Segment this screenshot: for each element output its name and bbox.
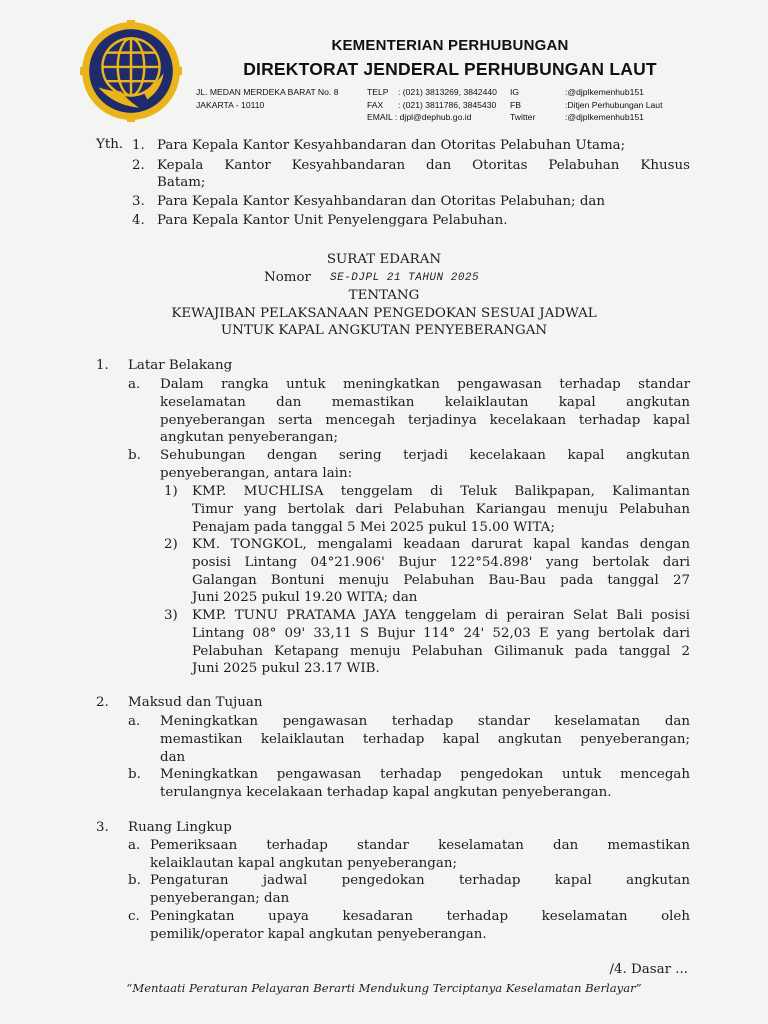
subitem-number: 3) bbox=[164, 608, 178, 623]
nomor-value: SE-DJPL 21 TAHUN 2025 bbox=[330, 272, 480, 284]
subitem-number: 2) bbox=[164, 537, 178, 552]
recipient-number: 3. bbox=[132, 194, 145, 209]
email-line: EMAIL : djpl@dephub.go.id bbox=[367, 112, 472, 122]
item-paragraph bbox=[160, 713, 690, 766]
paragraph-line: KM. TONGKOL, mengalami keadaan darurat kapal kandas dengan bbox=[192, 537, 690, 552]
paragraph-line: penyeberangan serta mencegah terjadinya kecelakaan terhadap kapal bbox=[160, 412, 690, 428]
address-street: JL. MEDAN MERDEKA BARAT No. 8 bbox=[196, 87, 339, 97]
paragraph-line: Lintang 08° 09' 33,11 S Bujur 114° 24' 52,03 E yang bertolak dari bbox=[192, 625, 690, 641]
subitem-paragraph bbox=[192, 607, 690, 678]
subitem-number: 1) bbox=[164, 484, 178, 499]
fb-value: :Ditjen Perhubungan Laut bbox=[565, 99, 663, 110]
recipient-prefix: Yth. bbox=[96, 137, 124, 152]
paragraph-line: Juni 2025 pukul 23.17 WIB. bbox=[192, 661, 380, 677]
section-number: 1. bbox=[96, 358, 109, 373]
twitter-label: Twitter bbox=[510, 112, 536, 123]
paragraph-line: penyeberangan; dan bbox=[150, 890, 290, 906]
phone-fax-values bbox=[398, 86, 497, 111]
paragraph-line: dan bbox=[160, 749, 186, 765]
item-letter: a. bbox=[128, 714, 141, 729]
section-heading: Maksud dan Tujuan bbox=[128, 695, 263, 710]
paragraph-line: Juni 2025 pukul 19.20 WITA; dan bbox=[192, 590, 418, 606]
twitter-value: :@djplkemenhub151 bbox=[565, 112, 644, 123]
paragraph-line: Pelabuhan Ketapang menuju Pelabuhan Gilimanuk pada tanggal 2 bbox=[192, 643, 690, 659]
item-letter: b. bbox=[128, 767, 141, 782]
item-paragraph bbox=[160, 766, 690, 802]
paragraph-line: Peningkatan upaya kesadaran terhadap keselamatan oleh bbox=[150, 909, 690, 924]
next-page-marker: /4. Dasar ... bbox=[609, 962, 688, 977]
ig-value: :@djplkemenhub151 bbox=[565, 87, 644, 97]
paragraph-line: penyeberangan, antara lain: bbox=[160, 465, 353, 481]
nomor-label: Nomor bbox=[264, 270, 311, 285]
paragraph-line: Galangan Bontuni menuju Pelabuhan Bau-Bau pada tanggal 27 bbox=[192, 572, 690, 588]
paragraph-line: pemilik/operator kapal angkutan penyeberangan. bbox=[150, 926, 487, 942]
paragraph-line: KMP. MUCHLISA tenggelam di Teluk Balikpapan, Kalimantan bbox=[192, 484, 690, 499]
address-city: JAKARTA - 10110 bbox=[196, 99, 265, 110]
footer-motto: “Mentaati Peraturan Pelayaran Berarti Mendukung Terciptanya Keselamatan Berlayar” bbox=[126, 981, 642, 995]
paragraph-line: keselamatan dan memastikan kelaiklautan kapal angkutan bbox=[160, 394, 690, 410]
section-number: 2. bbox=[96, 695, 109, 710]
recipient-number: 1. bbox=[132, 138, 145, 153]
ministry-name: KEMENTERIAN PERHUBUNGAN bbox=[331, 37, 569, 54]
social-values bbox=[565, 86, 662, 124]
subitem-paragraph bbox=[192, 536, 690, 607]
recipient-text: Para Kepala Kantor Unit Penyelenggara Pelabuhan. bbox=[157, 213, 508, 228]
item-letter: b. bbox=[128, 448, 141, 463]
social-labels bbox=[510, 86, 535, 124]
fax-value: : (021) 3811786, 3845430 bbox=[398, 99, 497, 110]
paragraph-line: KMP. TUNU PRATAMA JAYA tenggelam di perairan Selat Bali posisi bbox=[192, 608, 690, 623]
paragraph-line: Pemeriksaan terhadap standar keselamatan dan memastikan bbox=[150, 838, 690, 853]
paragraph-line: Timur yang bertolak dari Pelabuhan Kariangau menuju Pelabuhan bbox=[192, 501, 690, 517]
paragraph-line: kelaiklautan kapal angkutan penyeberangan; bbox=[150, 855, 457, 871]
item-paragraph bbox=[150, 872, 690, 908]
phone-fax-labels bbox=[367, 86, 389, 111]
paragraph-line: posisi Lintang 04°21.906' Bujur 122°54.898' yang bertolak dari bbox=[192, 554, 690, 570]
paragraph-line: Penajam pada tanggal 5 Mei 2025 pukul 15.00 WITA; bbox=[192, 519, 555, 535]
paragraph-line: angkutan penyeberangan; bbox=[160, 430, 338, 446]
item-paragraph bbox=[160, 447, 690, 483]
item-paragraph bbox=[160, 376, 690, 447]
telp-label: TELP bbox=[367, 87, 389, 97]
recipient-text: Para Kepala Kantor Kesyahbandaran dan Otoritas Pelabuhan; dan bbox=[157, 194, 606, 209]
directorate-name: DIREKTORAT JENDERAL PERHUBUNGAN LAUT bbox=[243, 59, 657, 79]
ig-label: IG bbox=[510, 87, 520, 97]
recipient-text: Para Kepala Kantor Kesyahbandaran dan Otoritas Pelabuhan Utama; bbox=[157, 138, 626, 153]
recipient-text: Kepala Kantor Kesyahbandaran dan Otoritas Pelabuhan Khusus bbox=[157, 158, 690, 173]
paragraph-line: memastikan kelaiklautan terhadap kapal angkutan penyeberangan; bbox=[160, 731, 690, 747]
item-letter: b. bbox=[128, 873, 141, 888]
fax-label: FAX bbox=[367, 99, 384, 110]
section-heading: Ruang Lingkup bbox=[128, 820, 232, 835]
recipient-text: Batam; bbox=[157, 175, 206, 190]
subitem-paragraph bbox=[192, 483, 690, 536]
telp-value: : (021) 3813269, 3842440 bbox=[398, 87, 497, 97]
paragraph-line: Meningkatkan pengawasan terhadap standar keselamatan dan bbox=[160, 714, 690, 729]
recipient-number: 4. bbox=[132, 213, 145, 228]
subject-line-1: KEWAJIBAN PELAKSANAAN PENGEDOKAN SESUAI JADWAL bbox=[171, 306, 597, 321]
ministry-emblem-icon bbox=[80, 20, 182, 122]
document-type: SURAT EDARAN bbox=[326, 252, 442, 267]
subject-line-2: UNTUK KAPAL ANGKUTAN PENYEBERANGAN bbox=[220, 323, 548, 338]
recipient-number: 2. bbox=[132, 158, 145, 173]
paragraph-line: Pengaturan jadwal pengedokan terhadap kapal angkutan bbox=[150, 873, 690, 888]
item-paragraph bbox=[150, 837, 690, 873]
item-paragraph bbox=[150, 908, 690, 944]
paragraph-line: Meningkatkan pengawasan terhadap pengedokan untuk mencegah bbox=[160, 767, 690, 782]
paragraph-line: Dalam rangka untuk meningkatkan pengawasan terhadap standar bbox=[160, 377, 690, 392]
paragraph-line: terulangnya kecelakaan terhadap kapal angkutan penyeberangan. bbox=[160, 784, 612, 800]
item-letter: c. bbox=[128, 909, 140, 924]
section-heading: Latar Belakang bbox=[128, 358, 233, 373]
tentang-label: TENTANG bbox=[348, 288, 420, 303]
item-letter: a. bbox=[128, 377, 141, 392]
section-number: 3. bbox=[96, 820, 109, 835]
fb-label: FB bbox=[510, 99, 521, 110]
address-block bbox=[196, 86, 338, 111]
item-letter: a. bbox=[128, 838, 141, 853]
paragraph-line: Sehubungan dengan sering terjadi kecelakaan kapal angkutan bbox=[160, 448, 690, 463]
